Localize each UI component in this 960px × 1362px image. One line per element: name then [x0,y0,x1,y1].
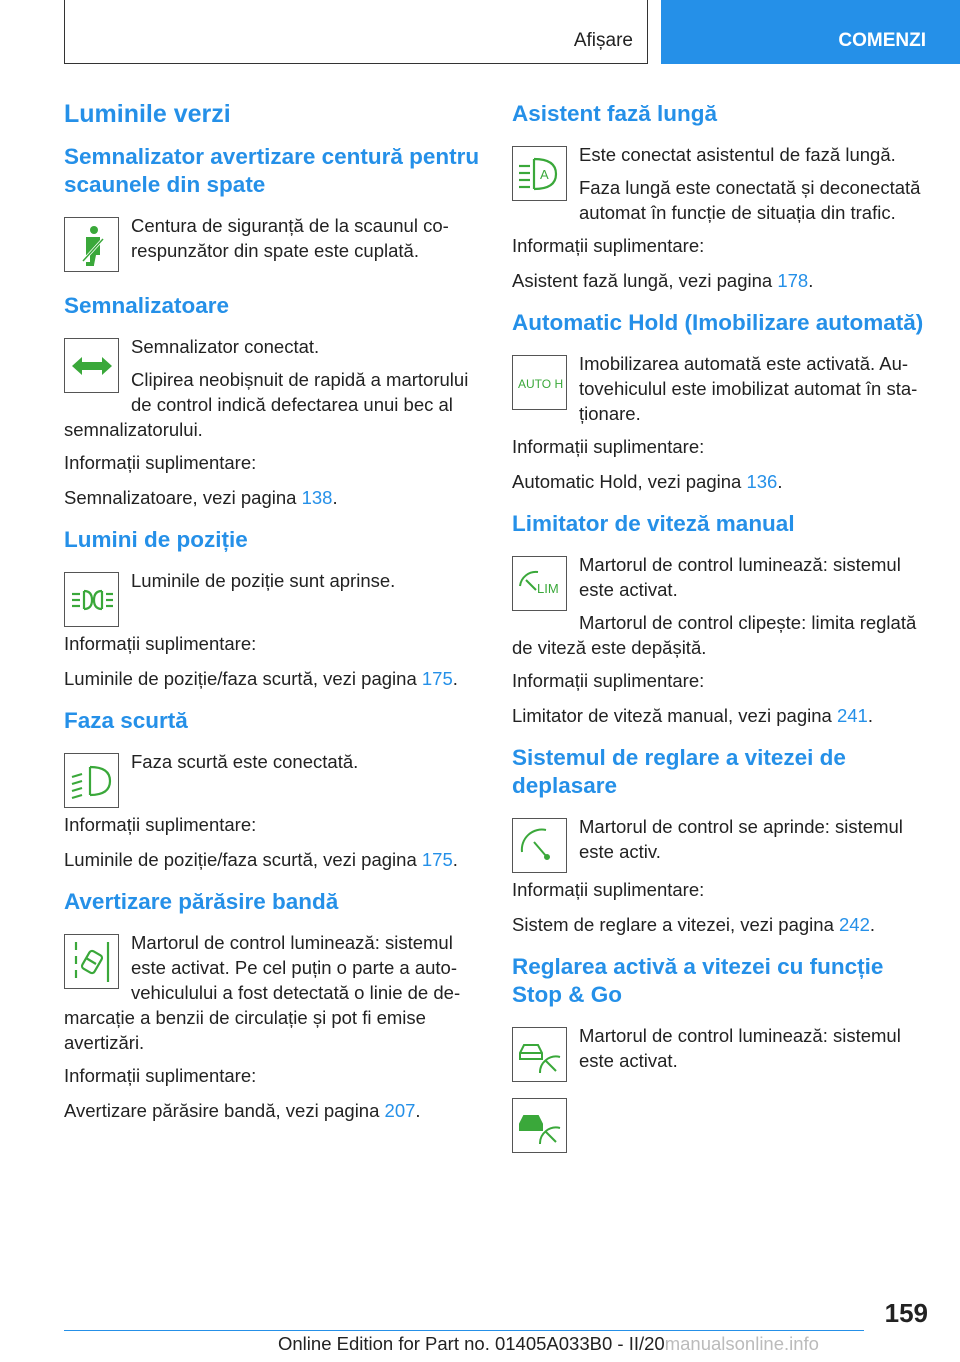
cruise-control-icon [512,818,567,873]
header-chapter-label: COMENZI [838,30,926,51]
high-beam-ref: Asistent fază lungă, vezi pagina 178. [512,270,814,291]
lane-departure-icon [64,934,119,989]
page-title: Luminile verzi [64,100,231,128]
low-beam-page-link[interactable]: 175 [421,849,453,870]
high-beam-text2: Faza lungă este conectată și deconectată automat în funcție de situația din trafic. [579,177,921,223]
speed-limiter-icon-text: LIM [536,580,559,596]
seatbelt-indicator-icon [64,217,119,272]
cruise-control-info-label: Informații suplimentare: [512,879,705,900]
turn-signal-info-label: Informații suplimentare: [64,452,257,473]
position-lights-title: Lumini de poziție [64,527,248,552]
lane-departure-text: Martorul de control luminează: sistemul este activat. Pe cel puțin o parte a autovehiculului a fost detectată o linie de demarcație a benzii de circulație și pot fi emise avertizări. [64,932,461,1053]
auto-hold-icon-text: AUTO H [517,376,563,391]
cruise-control-ref: Sistem de reglare a vitezei, vezi pagina 242. [512,914,876,935]
low-beam-ref: Luminile de poziție/faza scurtă, vezi pagina 175. [64,849,458,870]
high-beam-info-label: Informații suplimentare: [512,235,705,256]
auto-hold-text: Imobilizarea automată este activată. Autovehiculul este imobilizat automat în staționare. [579,353,918,424]
acc-car-speedometer-filled-icon [512,1098,567,1153]
auto-hold-page-link[interactable]: 136 [746,471,778,492]
page-number: 159 [884,1298,928,1328]
lane-departure-page-link[interactable]: 207 [384,1100,416,1121]
speed-limiter-title: Limitator de viteză manual [512,511,795,536]
turn-signal-page-link[interactable]: 138 [301,487,333,508]
position-lights-info-label: Informații suplimentare: [64,633,257,654]
lane-departure-section [64,888,480,1123]
speed-limiter-section [512,510,932,728]
acc-car-speedometer-icon [512,1027,567,1082]
high-beam-title: Asistent fază lungă [512,101,718,126]
high-beam-text1: Este conectat asistentul de fază lungă. [579,144,896,165]
turn-signal-text2: Clipirea neobișnuit de rapidă a martorului de control indică defectarea unui bec al semnalizatorului. [64,369,469,440]
low-beam-text: Faza scurtă este conectată. [131,751,359,772]
turn-signal-ref: Semnalizatoare, vezi pagina 138. [64,487,338,508]
auto-hold-info-label: Informații suplimentare: [512,436,705,457]
turn-signal-title: Semnalizatoare [64,293,230,318]
lane-departure-ref: Avertizare părăsire bandă, vezi pagina 207. [64,1100,421,1121]
lane-departure-title: Avertizare părăsire bandă [64,889,339,914]
acc-stop-go-section [512,953,932,1153]
acc-stop-go-text: Martorul de control luminează: sistemul este activat. [579,1025,901,1071]
speed-limiter-info-label: Informații suplimentare: [512,670,705,691]
auto-hold-ref: Automatic Hold, vezi pagina 136. [512,471,783,492]
high-beam-page-link[interactable]: 178 [777,270,809,291]
position-lights-section [64,526,480,691]
footer-edition: Online Edition for Part no. 01405A033B0 - II/20manualsonline.info [278,1333,819,1354]
header-section-label: Afișare [573,30,633,51]
auto-hold-section [512,309,932,494]
right-column [512,100,932,1169]
low-beam-title: Faza scurtă [64,708,188,733]
high-beam-section [512,100,932,293]
header-chapter-tab[interactable] [661,0,960,64]
low-beam-info-label: Informații suplimentare: [64,814,257,835]
speed-limiter-page-link[interactable]: 241 [836,705,868,726]
auto-hold-icon [512,355,567,410]
footer-watermark: manualsonline.info [664,1333,819,1354]
cruise-control-title: Sistemul de reglare a vitezei de deplasare [512,745,846,798]
speed-limiter-icon [512,556,567,611]
cruise-control-page-link[interactable]: 242 [839,914,870,935]
turn-signal-section [64,292,480,510]
speed-limiter-text2: Martorul de control clipește: limita reglată de viteză este depășită. [512,612,917,658]
speed-limiter-ref: Limitator de viteză manual, vezi pagina 241. [512,705,873,726]
position-lights-page-link[interactable]: 175 [421,668,453,689]
cruise-control-section [512,744,932,937]
low-beam-icon [64,753,119,808]
position-lights-icon [64,572,119,627]
seatbelt-title: Semnalizator avertizare centură pentru scaunele din spate [64,144,480,197]
footer-divider [64,1330,864,1331]
seatbelt-section [64,143,480,276]
high-beam-assist-icon [512,146,567,201]
svg-text:A: A [539,166,549,182]
header-section-box [64,0,648,64]
turn-signal-text1: Semnalizator conectat. [131,336,320,357]
acc-stop-go-title: Reglarea activă a vitezei cu funcție Stop & Go [512,954,884,1007]
auto-hold-title: Automatic Hold (Imobilizare automată) [512,310,924,335]
seatbelt-text: Centura de siguranță de la scaunul corespunzător din spate este cuplată. [131,215,449,261]
lane-departure-info-label: Informații suplimentare: [64,1065,257,1086]
turn-signal-arrows-icon [64,338,119,393]
position-lights-text: Luminile de poziție sunt aprinse. [131,570,396,591]
low-beam-section [64,707,480,872]
cruise-control-text: Martorul de control se aprinde: sistemul este activ. [579,816,903,862]
speed-limiter-text1: Martorul de control luminează: sistemul este activat. [579,554,901,600]
position-lights-ref: Luminile de poziție/faza scurtă, vezi pagina 175. [64,668,458,689]
left-column [64,100,480,1139]
